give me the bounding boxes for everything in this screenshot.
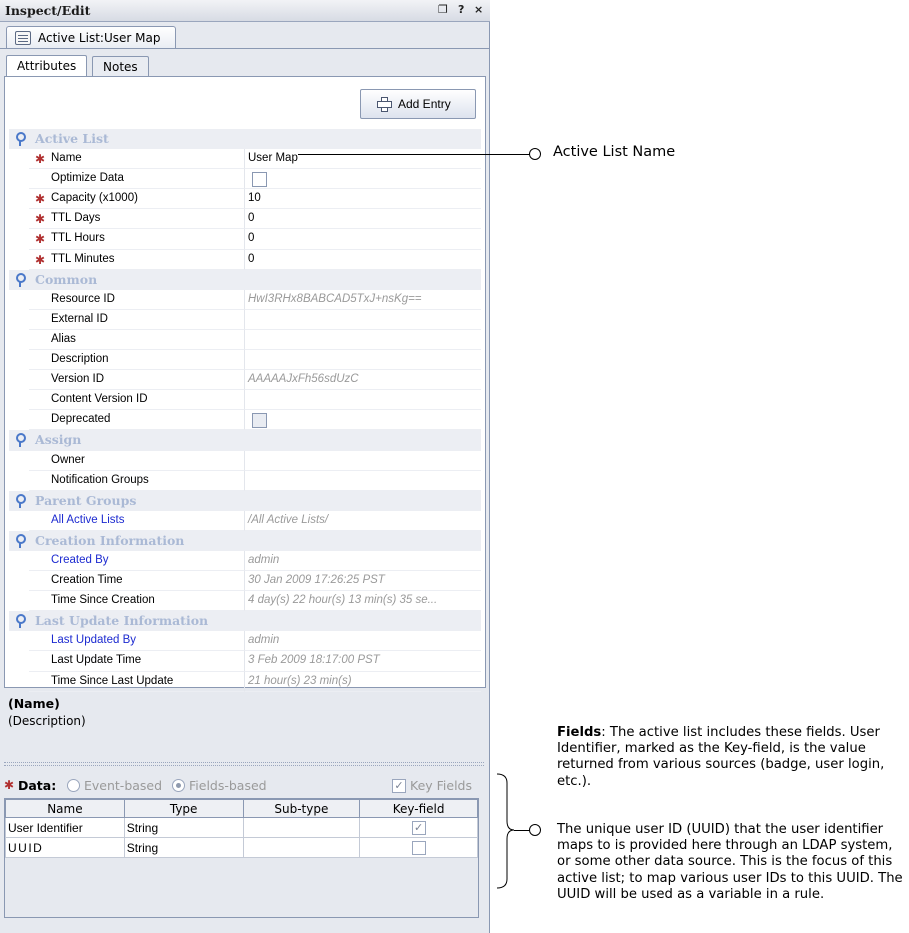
property-row[interactable] <box>9 149 481 169</box>
group-creation-information[interactable] <box>9 531 481 551</box>
property-row[interactable] <box>9 551 481 571</box>
fields-based-radio[interactable] <box>172 779 185 792</box>
last-updated-by-link[interactable]: Last Updated By <box>29 631 245 651</box>
alias-value[interactable] <box>245 330 481 350</box>
property-row[interactable] <box>9 511 481 531</box>
created-by-value: admin <box>245 551 481 571</box>
pin-icon <box>14 534 26 548</box>
property-name: Name <box>29 149 245 169</box>
property-name: Resource ID <box>29 290 245 310</box>
property-row <box>9 169 481 189</box>
time-since-creation-value: 4 day(s) 22 hour(s) 13 min(s) 35 se... <box>245 591 481 611</box>
key-fields-label: Key Fields <box>410 778 472 793</box>
pin-icon <box>14 132 26 146</box>
callout-uuid: The unique user ID (UUID) that the user identifier maps to is provided here through an LDAP system, or some other data source. This is the focus of this active list; to map various user IDs to this UUID. The UUID will be used as a variable in a rule. <box>557 822 903 902</box>
key-fields-checkbox[interactable]: ✓ <box>392 779 406 793</box>
data-label: Data: <box>18 778 57 793</box>
ttl-minutes-value[interactable]: 0 <box>245 250 481 270</box>
pin-icon <box>14 614 26 628</box>
property-name: Time Since Last Update <box>29 672 245 692</box>
required-marker-icon: ✱ <box>4 778 15 792</box>
group-label: Last Update Information <box>35 613 209 629</box>
add-plus-icon <box>377 97 391 111</box>
data-header <box>0 775 490 795</box>
property-row[interactable] <box>9 189 481 209</box>
property-name: TTL Minutes <box>29 250 245 270</box>
property-name: TTL Hours <box>29 229 245 249</box>
table-row[interactable] <box>6 838 478 858</box>
property-name: Description <box>29 350 245 370</box>
group-active-list[interactable] <box>9 129 481 149</box>
required-marker-icon: ✱ <box>35 152 46 167</box>
property-row[interactable] <box>9 330 481 350</box>
field-subtype-cell[interactable] <box>243 838 360 858</box>
property-row <box>9 571 481 591</box>
pin-icon <box>14 494 26 508</box>
callout-circle-icon <box>529 824 541 836</box>
property-name: External ID <box>29 310 245 330</box>
content-version-id-value[interactable] <box>245 390 481 410</box>
property-name: Capacity (x1000) <box>29 189 245 209</box>
last-updated-by-value: admin <box>245 631 481 651</box>
event-based-label: Event-based <box>84 778 163 793</box>
required-marker-icon: ✱ <box>35 192 46 207</box>
property-row[interactable] <box>9 310 481 330</box>
property-name: Version ID <box>29 370 245 390</box>
property-row <box>9 410 481 430</box>
tab-attributes[interactable]: Attributes <box>6 55 87 77</box>
fields-table <box>4 798 479 918</box>
group-last-update-information[interactable] <box>9 611 481 631</box>
callout-active-list-name: Active List Name <box>553 144 676 160</box>
property-row <box>9 651 481 671</box>
callout-leader-line <box>514 830 530 831</box>
property-row[interactable] <box>9 451 481 471</box>
group-label: Active List <box>35 131 109 146</box>
field-key-cell <box>360 838 478 858</box>
doc-tab-label: Active List:User Map <box>38 31 161 45</box>
event-based-radio[interactable] <box>67 779 80 792</box>
property-name: TTL Days <box>29 209 245 229</box>
deprecated-value <box>245 410 481 430</box>
key-field-checkbox[interactable]: ✓ <box>412 821 426 835</box>
property-name: Last Update Time <box>29 651 245 671</box>
property-name: Creation Time <box>29 571 245 591</box>
property-name: Alias <box>29 330 245 350</box>
property-row[interactable] <box>9 390 481 410</box>
description-name: (Name) <box>8 696 60 711</box>
field-type-cell[interactable]: String <box>124 818 243 838</box>
column-header-name[interactable]: Name <box>6 800 125 818</box>
key-field-checkbox[interactable] <box>412 841 426 855</box>
group-label: Common <box>35 271 98 287</box>
property-name: Deprecated <box>29 410 245 430</box>
version-id-value: AAAAAJxFh56sdUzC <box>245 370 481 390</box>
deprecated-checkbox[interactable] <box>252 413 267 428</box>
name-value[interactable]: User Map <box>245 149 481 169</box>
required-marker-icon: ✱ <box>35 212 46 227</box>
all-active-lists-link[interactable]: All Active Lists <box>29 511 245 531</box>
ttl-days-value[interactable]: 0 <box>245 209 481 229</box>
pin-icon <box>14 433 26 447</box>
column-header-subtype[interactable]: Sub-type <box>243 800 360 818</box>
property-row <box>9 370 481 390</box>
group-label: Assign <box>35 432 82 448</box>
attributes-content <box>4 76 486 688</box>
property-sheet <box>9 129 481 692</box>
column-header-type[interactable]: Type <box>124 800 243 818</box>
required-marker-icon: ✱ <box>35 232 46 247</box>
created-by-link[interactable]: Created By <box>29 551 245 571</box>
property-row <box>9 672 481 692</box>
add-entry-label: Add Entry <box>398 97 451 111</box>
panel-titlebar <box>0 0 490 22</box>
resource-id-value: HwI3RHx8BABCAD5TxJ+nsKg== <box>245 290 481 310</box>
external-id-value[interactable] <box>245 310 481 330</box>
group-assign[interactable] <box>9 430 481 450</box>
property-name: Time Since Creation <box>29 591 245 611</box>
group-label: Creation Information <box>35 532 185 548</box>
property-row <box>9 290 481 310</box>
field-name-cell[interactable]: UUID <box>6 838 125 858</box>
callout-leader-line <box>298 154 530 155</box>
tab-notes[interactable]: Notes <box>92 56 149 76</box>
owner-value[interactable] <box>245 451 481 471</box>
property-row <box>9 591 481 611</box>
list-document-icon <box>15 31 31 45</box>
pin-icon <box>14 273 26 287</box>
group-common[interactable] <box>9 270 481 290</box>
field-type-cell[interactable]: String <box>124 838 243 858</box>
close-icon[interactable]: × <box>474 3 484 16</box>
field-name-cell[interactable]: User Identifier <box>6 818 125 838</box>
restore-icon[interactable]: ❐ <box>438 3 448 16</box>
optimize-data-checkbox[interactable] <box>252 172 267 187</box>
column-header-key-field[interactable]: Key-field <box>360 800 478 818</box>
help-icon[interactable]: ? <box>458 3 465 16</box>
description-text: (Description) <box>8 714 86 728</box>
table-row[interactable] <box>6 818 478 838</box>
group-label: Parent Groups <box>35 492 137 508</box>
parent-group-value: /All Active Lists/ <box>245 511 481 531</box>
splitter[interactable] <box>4 762 484 766</box>
property-row[interactable] <box>9 631 481 651</box>
property-name: Notification Groups <box>29 471 245 491</box>
tab-separator <box>0 48 490 49</box>
ttl-hours-value[interactable]: 0 <box>245 229 481 249</box>
field-subtype-cell[interactable] <box>243 818 360 838</box>
property-row[interactable] <box>9 229 481 249</box>
capacity-value[interactable]: 10 <box>245 189 481 209</box>
required-marker-icon: ✱ <box>35 252 46 267</box>
property-name: Owner <box>29 451 245 471</box>
tab-active-list-user-map[interactable] <box>6 26 176 49</box>
callout-brace <box>497 773 515 889</box>
last-update-time-value: 3 Feb 2009 18:17:00 PST <box>245 651 481 671</box>
notification-groups-value[interactable] <box>245 471 481 491</box>
field-key-cell <box>360 818 478 838</box>
add-entry-button[interactable] <box>360 89 476 119</box>
callout-circle-icon <box>529 148 541 160</box>
panel-title: Inspect/Edit <box>5 3 91 18</box>
callout-fields <box>557 725 902 790</box>
property-row[interactable] <box>9 209 481 229</box>
property-name: Optimize Data <box>29 169 245 189</box>
creation-time-value: 30 Jan 2009 17:26:25 PST <box>245 571 481 591</box>
property-name: Content Version ID <box>29 390 245 410</box>
property-row[interactable] <box>9 250 481 270</box>
property-row[interactable] <box>9 350 481 370</box>
callout-fields-title: Fields <box>557 725 602 740</box>
time-since-last-update-value: 21 hour(s) 23 min(s) <box>245 672 481 692</box>
group-parent-groups[interactable] <box>9 491 481 511</box>
optimize-data-value <box>245 169 481 189</box>
fields-based-label: Fields-based <box>189 778 267 793</box>
description-value[interactable] <box>245 350 481 370</box>
callout-fields-text: : The active list includes these fields. User Identifier, marked as the Key-field, is the value returned from various sources (badge, user login, etc.). <box>557 725 885 789</box>
property-row[interactable] <box>9 471 481 491</box>
description-box <box>4 692 486 756</box>
